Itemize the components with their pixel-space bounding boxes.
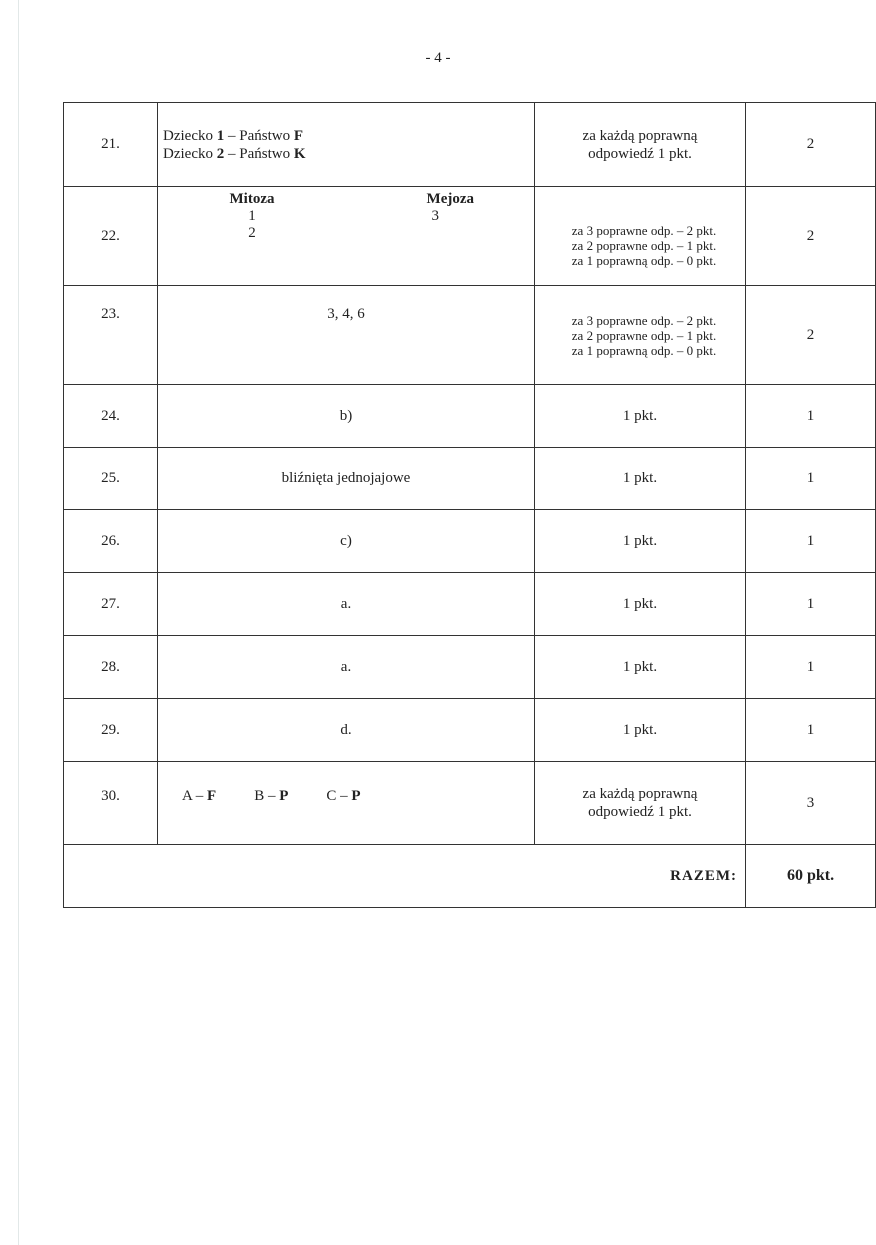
points-value: 2 <box>746 286 876 385</box>
page-number: - 4 - <box>425 50 451 66</box>
scoring-rule: za każdą poprawną odpowiedź 1 pkt. <box>535 762 746 845</box>
mitoza-mejoza-grid: Mitoza Mejoza 1 3 2 <box>229 191 474 241</box>
points-value: 1 <box>746 510 876 573</box>
answer-cell: bliźnięta jednojajowe <box>158 448 535 510</box>
question-number: 30. <box>64 762 158 845</box>
points-value: 1 <box>746 636 876 699</box>
points-value: 1 <box>746 699 876 762</box>
question-number: 28. <box>64 636 158 699</box>
answer-cell: Dziecko 1 – Państwo F Dziecko 2 – Państwo K <box>158 103 535 187</box>
scoring-rule: 1 pkt. <box>535 510 746 573</box>
answer-cell: b) <box>158 385 535 448</box>
scoring-rule: za 3 poprawne odp. – 2 pkt. za 2 poprawne odp. – 1 pkt. za 1 poprawną odp. – 0 pkt. <box>535 286 746 385</box>
table-row <box>64 636 876 699</box>
scoring-rule: 1 pkt. <box>535 636 746 699</box>
table-row <box>64 573 876 636</box>
table-row <box>64 510 876 573</box>
page-edge-line <box>18 0 19 1245</box>
answer-cell: d. <box>158 699 535 762</box>
question-number: 26. <box>64 510 158 573</box>
table-row <box>64 762 876 845</box>
answer-cell: a. <box>158 573 535 636</box>
points-value: 2 <box>746 103 876 187</box>
points-value: 1 <box>746 385 876 448</box>
answer-cell: c) <box>158 510 535 573</box>
points-value: 2 <box>746 187 876 286</box>
question-number: 24. <box>64 385 158 448</box>
answer-cell: 3, 4, 6 <box>158 286 535 385</box>
answer-cell: a. <box>158 636 535 699</box>
table-row <box>64 699 876 762</box>
points-value: 1 <box>746 573 876 636</box>
scoring-rule: 1 pkt. <box>535 573 746 636</box>
answer-key-table <box>63 102 876 908</box>
question-number: 23. <box>64 286 158 385</box>
question-number: 25. <box>64 448 158 510</box>
question-number: 29. <box>64 699 158 762</box>
question-number: 21. <box>64 103 158 187</box>
total-value: 60 pkt. <box>746 845 876 908</box>
question-number: 22. <box>64 187 158 286</box>
total-row <box>64 845 876 908</box>
scoring-rule: 1 pkt. <box>535 699 746 762</box>
scoring-rule: za 3 poprawne odp. – 2 pkt. za 2 poprawne odp. – 1 pkt. za 1 poprawną odp. – 0 pkt. <box>535 187 746 286</box>
scoring-rule: 1 pkt. <box>535 385 746 448</box>
answer-cell <box>158 187 535 286</box>
table-row <box>64 286 876 385</box>
points-value: 3 <box>746 762 876 845</box>
total-label: RAZEM: <box>64 845 746 908</box>
scoring-rule: za każdą poprawną odpowiedź 1 pkt. <box>535 103 746 187</box>
points-value: 1 <box>746 448 876 510</box>
scoring-rule: 1 pkt. <box>535 448 746 510</box>
table-row <box>64 103 876 187</box>
table-row <box>64 187 876 286</box>
table-row <box>64 448 876 510</box>
table-row <box>64 385 876 448</box>
question-number: 27. <box>64 573 158 636</box>
answer-cell: A – F B – P C – P <box>158 762 535 845</box>
